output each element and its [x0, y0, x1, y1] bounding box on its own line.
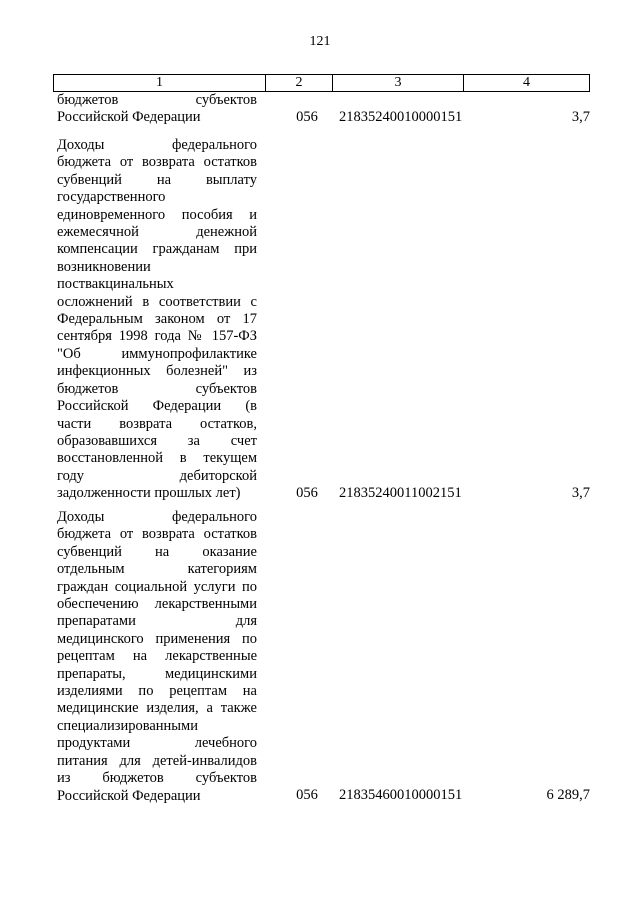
description-line: бюджетов субъектов: [57, 380, 257, 397]
description-line: препараты, медицинскими: [57, 665, 257, 682]
description-line: Федеральным законом от 17: [57, 311, 257, 328]
row-amount: 3,7: [571, 485, 590, 501]
row-budget-code: 21835240011002151: [339, 485, 462, 501]
description-line: Доходы федерального: [57, 509, 257, 525]
row-amount: 6 289,7: [546, 787, 590, 804]
description-line: медицинские изделия, а также: [57, 700, 257, 717]
row-code: 056: [296, 485, 318, 501]
description-line: специализированными: [57, 717, 198, 734]
description-line: отдельным категориям: [57, 561, 257, 578]
description-line: бюджетов субъектов: [57, 92, 257, 108]
description-line: образовавшихся за счет: [57, 432, 257, 449]
description-line: граждан социальной услуги по: [57, 578, 257, 595]
description-line: государственного: [57, 189, 166, 206]
row-budget-code: 21835240010000151: [339, 109, 463, 126]
description-line: обеспечению лекарственными: [57, 596, 257, 613]
row-budget-code: 21835460010000151: [339, 787, 463, 804]
header-col-1: 1: [54, 75, 266, 91]
row-code: 056: [296, 787, 318, 804]
description-line: препаратами для: [57, 613, 257, 630]
description-line: инфекционных болезней" из: [57, 363, 257, 380]
description-line: компенсации гражданам при: [57, 241, 257, 258]
description-line: бюджета от возврата остатков: [57, 154, 257, 171]
description-line: медицинского применения по: [57, 630, 257, 647]
header-col-3: 3: [333, 75, 464, 91]
description-line: сентября 1998 года № 157-ФЗ: [57, 328, 257, 345]
page-number: 121: [309, 34, 331, 49]
table-header: [53, 74, 590, 92]
description-line: единовременного пособия и: [57, 206, 257, 223]
description-line: "Об иммунопрофилактике: [57, 345, 257, 362]
description-line: субвенций на оказание: [57, 543, 257, 560]
description-line: ежемесячной денежной: [57, 224, 257, 241]
description-line: изделиями по рецептам на: [57, 683, 257, 700]
description-line: питания для детей-инвалидов: [57, 752, 257, 769]
description-line: части возврата остатков,: [57, 415, 257, 432]
header-col-2: 2: [266, 75, 333, 91]
description-line: поствакцинальных: [57, 276, 174, 293]
description-line: году дебиторской: [57, 467, 257, 484]
description-line: Российской Федерации (в: [57, 398, 257, 415]
description-line: осложнений в соответствии с: [57, 293, 257, 310]
description-line: Российской Федерации: [57, 787, 201, 804]
row-description: [57, 509, 257, 805]
description-line: задолженности прошлых лет): [57, 485, 241, 502]
header-col-4: 4: [523, 75, 530, 90]
row-amount: 3,7: [571, 109, 590, 126]
description-line: бюджета от возврата остатков: [57, 526, 257, 543]
description-line: возникновении: [57, 258, 151, 275]
description-line: Доходы федерального: [57, 137, 257, 153]
description-line: восстановленной в текущем: [57, 450, 257, 467]
description-line: Российской Федерации: [57, 109, 201, 126]
description-line: рецептам на лекарственные: [57, 648, 257, 665]
row-description: [57, 137, 257, 503]
description-line: продуктами лечебного: [57, 735, 257, 752]
description-line: субвенций на выплату: [57, 171, 257, 188]
row-description: [57, 92, 257, 127]
description-line: из бюджетов субъектов: [57, 770, 257, 787]
row-code: 056: [296, 109, 318, 126]
